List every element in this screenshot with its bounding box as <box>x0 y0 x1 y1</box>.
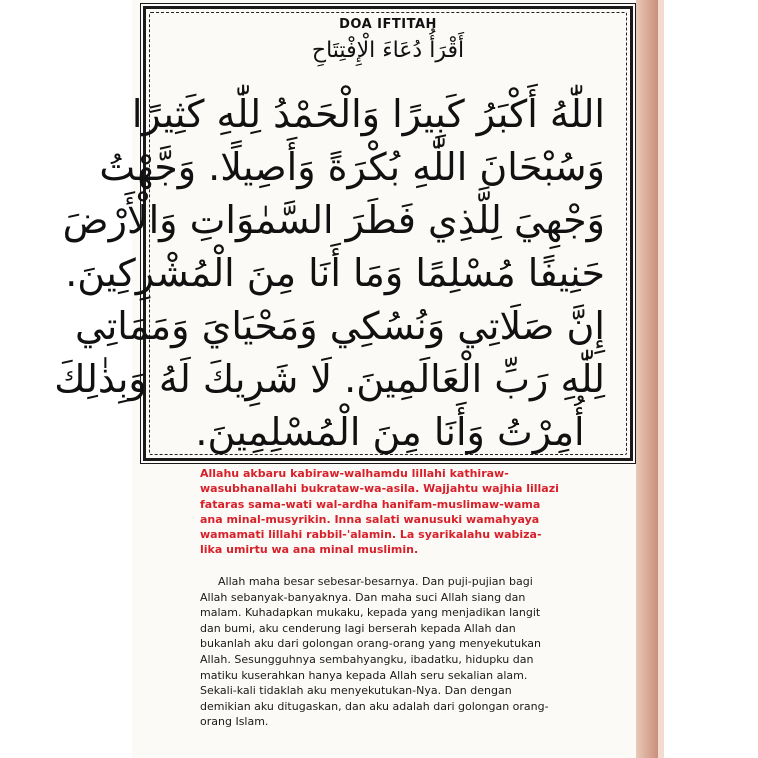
transliteration-line: Allahu akbaru kabiraw-walhamdu lillahi kathiraw- <box>200 467 509 480</box>
transliteration-line: ana minal-musyrikin. Inna salati wanusuki wamahyaya <box>200 512 540 526</box>
arabic-line: وَسُبْحَانَ اللّٰهِ بُكْرَةً وَأَصِيلًا. وَجَّهْتُ <box>99 145 605 189</box>
transliteration-paragraph <box>200 466 598 558</box>
transliteration-line: wasubhanallahi bukrataw-wa-asila. Wajjahtu wajhia lillazi <box>200 482 559 496</box>
translation-line: matiku kuserahkan hanya kepada Allah seru sekalian alam. <box>200 668 528 682</box>
arabic-prayer-text <box>54 88 605 459</box>
translation-line: bukanlah aku dari golongan orang-orang yang menyekutukan <box>200 637 541 651</box>
arabic-line: اللّٰهُ أَكْبَرُ كَبِيرًا وَالْحَمْدُ لِلّٰهِ كَثِيرًا <box>131 92 605 136</box>
arabic-line: إِنَّ صَلَاتِي وَنُسُكِي وَمَحْيَايَ وَمَمَاتِي <box>75 304 605 348</box>
translation-line: Sekali-kali tidaklah aku menyekutukan-Nya. Dan dengan <box>200 684 512 698</box>
book-spine-edge <box>658 0 664 758</box>
translation-line: Allah maha besar sebesar-besarnya. Dan puji-pujian bagi <box>218 575 533 588</box>
transliteration-line: fataras sama-wati wal-ardha hanifam-muslimaw-wama <box>200 497 541 511</box>
arabic-subtitle: أَقْرَأُ دُعَاءَ الْإِفْتِتَاحِ <box>311 38 465 63</box>
transliteration-line: wamamati lillahi rabbil-'alamin. La syarikalahu wabiza- <box>200 528 542 542</box>
translation-line: malam. Kuhadapkan mukaku, kepada yang menjadikan langit <box>200 606 541 620</box>
translation-line: Allah sebanyak-banyaknya. Dan maha suci Allah siang dan <box>200 590 526 604</box>
translation-line: Allah. Sesungguhnya sembahyangku, ibadatku, hidupku dan <box>200 652 534 666</box>
arabic-line: أُمِرْتُ وَأَنَا مِنَ الْمُسْلِمِينَ. <box>195 410 585 454</box>
translation-line: demikian aku ditugaskan, dan aku adalah dari golongan orang- <box>200 699 549 713</box>
transliteration-line: lika umirtu wa ana minal muslimin. <box>200 543 419 557</box>
translation-line: dan bumi, aku cenderung lagi berserah kepada Allah dan <box>200 621 516 635</box>
arabic-line: لِلّٰهِ رَبِّ الْعَالَمِينَ. لَا شَرِيكَ لَهُ وَبِذٰلِكَ <box>54 357 605 401</box>
arabic-line: حَنِيفًا مُسْلِمًا وَمَا أَنَا مِنَ الْمُشْرِكِينَ. <box>65 251 605 295</box>
translation-paragraph <box>200 574 598 730</box>
page-title: DOA IFTITAH <box>339 17 437 32</box>
translation-line: orang Islam. <box>200 715 269 729</box>
book-spine <box>636 0 658 758</box>
arabic-line: وَجْهِيَ لِلَّذِي فَطَرَ السَّمٰوَاتِ وَالْأَرْضَ <box>62 198 605 242</box>
